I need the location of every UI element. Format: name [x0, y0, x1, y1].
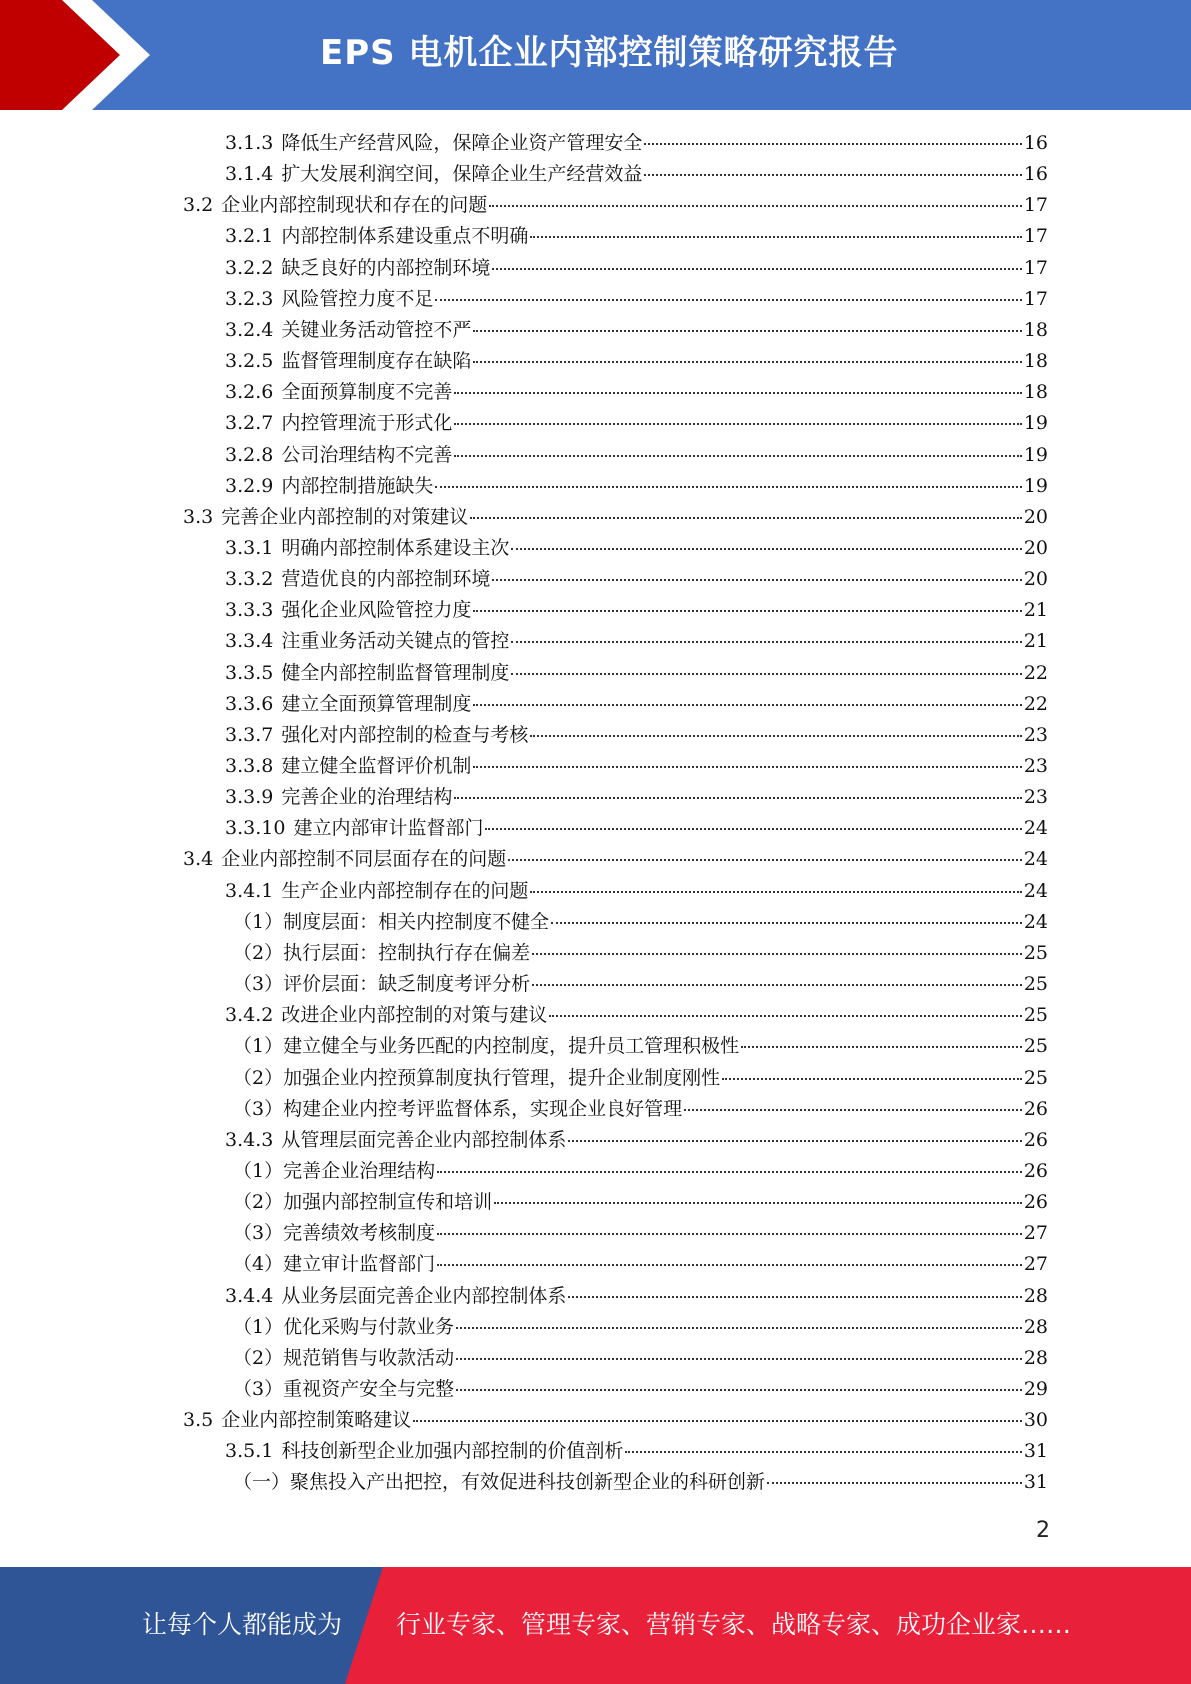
- toc-dot-leader: [473, 765, 1021, 768]
- toc-entry[interactable]: [233, 1156, 1048, 1186]
- toc-entry-title: 完善企业内部控制的对策建议: [221, 505, 469, 528]
- toc-entry[interactable]: [233, 1312, 1048, 1342]
- toc-dot-leader: [511, 672, 1021, 675]
- toc-entry-title: 企业内部控制现状和存在的问题: [221, 194, 488, 217]
- toc-entry-page: 24: [1023, 910, 1048, 933]
- toc-entry-title: 公司治理结构不完善: [281, 443, 453, 466]
- toc-entry-page: 30: [1023, 1409, 1048, 1432]
- toc-entry-page: 17: [1023, 194, 1048, 217]
- toc-entry-number: 3.3.9: [225, 786, 274, 809]
- toc-entry-title: 风险管控力度不足: [281, 287, 434, 310]
- toc-dot-leader: [532, 983, 1022, 986]
- toc-entry[interactable]: [225, 782, 1048, 812]
- toc-dot-leader: [767, 1481, 1022, 1484]
- toc-entry-title: 从管理层面完善企业内部控制体系: [281, 1128, 567, 1151]
- toc-dot-leader: [492, 578, 1021, 581]
- toc-entry-title: 营造优良的内部控制环境: [281, 568, 491, 591]
- toc-entry[interactable]: [225, 626, 1048, 656]
- toc-entry[interactable]: [225, 720, 1048, 750]
- toc-entry-number: 3.5.1: [225, 1440, 274, 1463]
- toc-entry-title: 完善企业的治理结构: [281, 786, 453, 809]
- toc-entry[interactable]: [225, 595, 1048, 625]
- toc-entry[interactable]: [225, 408, 1048, 438]
- toc-entry[interactable]: [183, 190, 1048, 220]
- toc-entry-title: 缺乏良好的内部控制环境: [281, 256, 491, 279]
- toc-dot-leader: [456, 1326, 1022, 1329]
- toc-entry-number: 3.3.3: [225, 599, 274, 622]
- toc-entry-page: 28: [1023, 1284, 1048, 1307]
- toc-entry[interactable]: [225, 876, 1048, 906]
- toc-dot-leader: [549, 1014, 1021, 1017]
- toc-entry-title: 从业务层面完善企业内部控制体系: [281, 1284, 567, 1307]
- toc-entry-page: 25: [1023, 941, 1048, 964]
- toc-entry-number: 3.2.7: [225, 412, 274, 435]
- toc-entry-title: （2）加强内部控制宣传和培训: [233, 1191, 493, 1214]
- toc-entry-title: （2）执行层面：控制执行存在偏差: [233, 941, 531, 964]
- toc-dot-leader: [437, 1232, 1022, 1235]
- toc-entry-number: 3.2.4: [225, 318, 274, 341]
- toc-entry[interactable]: [233, 1467, 1048, 1497]
- toc-entry[interactable]: [225, 813, 1048, 843]
- toc-entry[interactable]: [233, 1218, 1048, 1248]
- toc-entry-page: 17: [1023, 287, 1048, 310]
- toc-entry-page: 31: [1023, 1471, 1048, 1494]
- toc-entry[interactable]: [183, 1405, 1048, 1435]
- toc-dot-leader: [454, 796, 1021, 799]
- toc-entry-title: （3）重视资产安全与完整: [233, 1378, 455, 1400]
- toc-entry-page: 25: [1023, 1004, 1048, 1027]
- toc-dot-leader: [473, 329, 1021, 332]
- toc-entry-title: （1）建立健全与业务匹配的内控制度，提升员工管理积极性: [233, 1035, 740, 1058]
- toc-entry[interactable]: [225, 315, 1048, 345]
- toc-entry-page: 17: [1023, 256, 1048, 279]
- toc-entry-page: 25: [1023, 973, 1048, 996]
- toc-dot-leader: [470, 516, 1022, 519]
- toc-entry-title: 企业内部控制策略建议: [221, 1409, 412, 1432]
- toc-entry-page: 24: [1023, 879, 1048, 902]
- toc-entry-number: 3.3.10: [225, 817, 286, 840]
- toc-entry[interactable]: [225, 1281, 1048, 1311]
- toc-entry-number: 3.2.3: [225, 287, 274, 310]
- report-title: EPS 电机企业内部控制策略研究报告: [320, 33, 899, 73]
- toc-entry-number: 3.3.4: [225, 630, 274, 653]
- toc-entry[interactable]: [225, 658, 1048, 688]
- toc-entry-title: 关键业务活动管控不严: [281, 318, 472, 341]
- toc-entry-title: 全面预算制度不完善: [281, 381, 453, 404]
- toc-entry-number: 3.1.3: [225, 132, 274, 154]
- toc-entry-number: 3.3.7: [225, 723, 274, 746]
- toc-entry[interactable]: [225, 440, 1048, 470]
- toc-entry-page: 24: [1023, 817, 1048, 840]
- toc-entry-number: 3.1.4: [225, 163, 274, 186]
- toc-dot-leader: [644, 142, 1021, 145]
- toc-entry-title: 降低生产经营风险，保障企业资产管理安全: [281, 132, 643, 154]
- toc-entry-page: 23: [1023, 723, 1048, 746]
- toc-entry-title: 建立全面预算管理制度: [281, 692, 472, 715]
- page-number: 2: [1036, 1518, 1050, 1543]
- toc-dot-leader: [722, 1077, 1022, 1080]
- toc-entry-page: 26: [1023, 1191, 1048, 1214]
- toc-entry-title: 注重业务活动关键点的管控: [281, 630, 510, 653]
- toc-dot-leader: [413, 1419, 1022, 1422]
- toc-entry-title: （1）完善企业治理结构: [233, 1159, 436, 1182]
- footer-slogan-left: 让每个人都能成为: [142, 1610, 343, 1639]
- toc-entry[interactable]: [225, 128, 1048, 158]
- toc-dot-leader: [551, 921, 1022, 924]
- toc-entry-title: 改进企业内部控制的对策与建议: [281, 1004, 548, 1027]
- toc-entry-page: 20: [1023, 505, 1048, 528]
- toc-entry-page: 19: [1023, 443, 1048, 466]
- toc-dot-leader: [625, 1450, 1021, 1453]
- toc-entry[interactable]: [233, 1031, 1048, 1061]
- toc-entry-page: 21: [1023, 599, 1048, 622]
- toc-entry-title: 强化企业风险管控力度: [281, 599, 472, 622]
- toc-dot-leader: [473, 703, 1021, 706]
- toc-entry-page: 16: [1023, 163, 1048, 186]
- toc-entry-page: 19: [1023, 412, 1048, 435]
- toc-entry-page: 18: [1023, 350, 1048, 373]
- toc-entry-title: 科技创新型企业加强内部控制的价值剖析: [281, 1440, 624, 1463]
- toc-entry[interactable]: [225, 471, 1048, 501]
- toc-entry-number: 3.4.4: [225, 1284, 274, 1307]
- toc-entry-page: 19: [1023, 474, 1048, 497]
- toc-dot-leader: [508, 858, 1022, 861]
- toc-entry-number: 3.3.8: [225, 755, 274, 777]
- toc-entry-title: 内部控制体系建设重点不明确: [281, 225, 529, 248]
- toc-entry-number: 3.4.2: [225, 1004, 274, 1027]
- toc-entry-title: （3）完善绩效考核制度: [233, 1222, 436, 1245]
- toc-entry-page: 23: [1023, 755, 1048, 777]
- toc-entry-page: 27: [1023, 1253, 1048, 1276]
- toc-entry-title: （3）构建企业内控考评监督体系，实现企业良好管理: [233, 1097, 683, 1120]
- toc-entry-number: 3.2.8: [225, 443, 274, 466]
- toc-dot-leader: [494, 1201, 1022, 1204]
- toc-entry-title: 生产企业内部控制存在的问题: [281, 879, 529, 902]
- toc-entry-page: 18: [1023, 318, 1048, 341]
- toc-entry-number: 3.3.2: [225, 568, 274, 591]
- toc-entry[interactable]: [225, 377, 1048, 407]
- toc-entry-number: 3.4: [183, 848, 214, 871]
- toc-entry-title: 扩大发展利润空间，保障企业生产经营效益: [281, 163, 643, 186]
- toc-dot-leader: [511, 547, 1021, 550]
- toc-entry-title: （2）规范销售与收款活动: [233, 1346, 455, 1369]
- toc-entry-number: 3.2.2: [225, 256, 274, 279]
- toc-entry-title: 强化对内部控制的检查与考核: [281, 723, 529, 746]
- toc-dot-leader: [530, 890, 1021, 893]
- toc-dot-leader: [456, 1388, 1022, 1391]
- toc-entry-title: （一）聚焦投入产出把控，有效促进科技创新型企业的科研创新: [233, 1471, 766, 1494]
- toc-entry[interactable]: [233, 969, 1048, 999]
- toc-entry-title: 建立内部审计监督部门: [293, 817, 484, 840]
- toc-entry[interactable]: [225, 1125, 1048, 1155]
- toc-entry-page: 29: [1023, 1378, 1048, 1400]
- toc-entry[interactable]: [225, 689, 1048, 719]
- toc-entry[interactable]: [225, 159, 1048, 189]
- toc-entry-page: 17: [1023, 225, 1048, 248]
- toc-entry-number: 3.3.6: [225, 692, 274, 715]
- toc-entry-page: 26: [1023, 1097, 1048, 1120]
- toc-entry-page: 31: [1023, 1440, 1048, 1463]
- page-header: [0, 0, 1191, 110]
- toc-entry-page: 25: [1023, 1066, 1048, 1089]
- toc-entry-page: 22: [1023, 692, 1048, 715]
- toc-entry[interactable]: [225, 1436, 1048, 1466]
- toc-entry-number: 3.2.9: [225, 474, 274, 497]
- toc-entry-title: 内控管理流于形式化: [281, 412, 453, 435]
- toc-dot-leader: [473, 360, 1021, 363]
- toc-dot-leader: [684, 1108, 1022, 1111]
- toc-dot-leader: [741, 1045, 1022, 1048]
- footer-slogan-right: 行业专家、管理专家、营销专家、战略专家、成功企业家……: [396, 1610, 1072, 1639]
- toc-dot-leader: [485, 827, 1021, 830]
- toc-dot-leader: [435, 485, 1021, 488]
- toc-entry-page: 28: [1023, 1315, 1048, 1338]
- toc-entry-page: 26: [1023, 1159, 1048, 1182]
- toc-entry[interactable]: [225, 346, 1048, 376]
- toc-entry-title: 企业内部控制不同层面存在的问题: [221, 848, 507, 871]
- toc-entry-page: 26: [1023, 1128, 1048, 1151]
- toc-entry-number: 3.3: [183, 505, 214, 528]
- toc-entry-title: 监督管理制度存在缺陷: [281, 350, 472, 373]
- toc-entry-page: 20: [1023, 536, 1048, 559]
- toc-dot-leader: [532, 952, 1022, 955]
- toc-entry[interactable]: [183, 844, 1048, 874]
- toc-dot-leader: [454, 422, 1021, 425]
- toc-dot-leader: [511, 640, 1021, 643]
- toc-entry-number: 3.4.3: [225, 1128, 274, 1151]
- toc-entry-title: 建立健全监督评价机制: [281, 755, 472, 777]
- toc-entry-title: （2）加强企业内控预算制度执行管理，提升企业制度刚性: [233, 1066, 721, 1089]
- toc-dot-leader: [644, 173, 1021, 176]
- toc-entry-number: 3.2: [183, 194, 214, 217]
- toc-entry-page: 23: [1023, 786, 1048, 809]
- toc-entry[interactable]: [225, 253, 1048, 283]
- toc-entry-page: 18: [1023, 381, 1048, 404]
- toc-entry[interactable]: [233, 1249, 1048, 1279]
- toc-dot-leader: [437, 1263, 1022, 1266]
- toc-entry[interactable]: [225, 564, 1048, 594]
- toc-dot-leader: [454, 454, 1021, 457]
- toc-entry-number: 3.2.1: [225, 225, 274, 248]
- toc-entry-title: （1）制度层面：相关内控制度不健全: [233, 910, 550, 933]
- toc-dot-leader: [530, 235, 1021, 238]
- toc-entry[interactable]: [183, 502, 1048, 532]
- page-footer: [0, 1567, 1191, 1684]
- toc-entry[interactable]: [225, 751, 1048, 781]
- toc-entry-page: 27: [1023, 1222, 1048, 1245]
- toc-entry[interactable]: [233, 1343, 1048, 1373]
- toc-entry-title: 明确内部控制体系建设主次: [281, 536, 510, 559]
- toc-entry-number: 3.2.5: [225, 350, 274, 373]
- toc-dot-leader: [568, 1139, 1021, 1142]
- toc-entry[interactable]: [233, 1374, 1048, 1404]
- toc-entry-title: （4）建立审计监督部门: [233, 1253, 436, 1276]
- toc-entry-page: 20: [1023, 568, 1048, 591]
- toc-entry-number: 3.5: [183, 1409, 214, 1432]
- toc-entry-page: 24: [1023, 848, 1048, 871]
- toc-entry[interactable]: [225, 221, 1048, 251]
- toc-entry[interactable]: [233, 938, 1048, 968]
- toc-dot-leader: [454, 391, 1021, 394]
- toc-entry-page: 28: [1023, 1346, 1048, 1369]
- toc-entry-number: 3.4.1: [225, 879, 274, 902]
- toc-entry-number: 3.2.6: [225, 381, 274, 404]
- toc-entry-title: 健全内部控制监督管理制度: [281, 661, 510, 684]
- toc-entry-page: 25: [1023, 1035, 1048, 1058]
- toc-dot-leader: [492, 267, 1021, 270]
- toc-dot-leader: [568, 1295, 1021, 1298]
- toc-dot-leader: [530, 734, 1021, 737]
- toc-entry[interactable]: [225, 284, 1048, 314]
- toc-entry[interactable]: [233, 1094, 1048, 1124]
- toc-entry[interactable]: [233, 1063, 1048, 1093]
- toc-dot-leader: [435, 298, 1021, 301]
- toc-dot-leader: [437, 1170, 1022, 1173]
- toc-entry-number: 3.3.1: [225, 536, 274, 559]
- toc-entry-title: （1）优化采购与付款业务: [233, 1315, 455, 1338]
- toc-entry[interactable]: [225, 1000, 1048, 1030]
- toc-entry[interactable]: [233, 907, 1048, 937]
- toc-entry-number: 3.3.5: [225, 661, 274, 684]
- toc-entry[interactable]: [233, 1187, 1048, 1217]
- toc-dot-leader: [456, 1357, 1022, 1360]
- toc-entry-title: （3）评价层面：缺乏制度考评分析: [233, 973, 531, 996]
- toc-entry-title: 内部控制措施缺失: [281, 474, 434, 497]
- toc-entry-page: 22: [1023, 661, 1048, 684]
- toc-dot-leader: [489, 204, 1022, 207]
- toc-entry-page: 21: [1023, 630, 1048, 653]
- toc-dot-leader: [473, 609, 1021, 612]
- toc-entry[interactable]: [225, 533, 1048, 563]
- toc-entry-page: 16: [1023, 132, 1048, 154]
